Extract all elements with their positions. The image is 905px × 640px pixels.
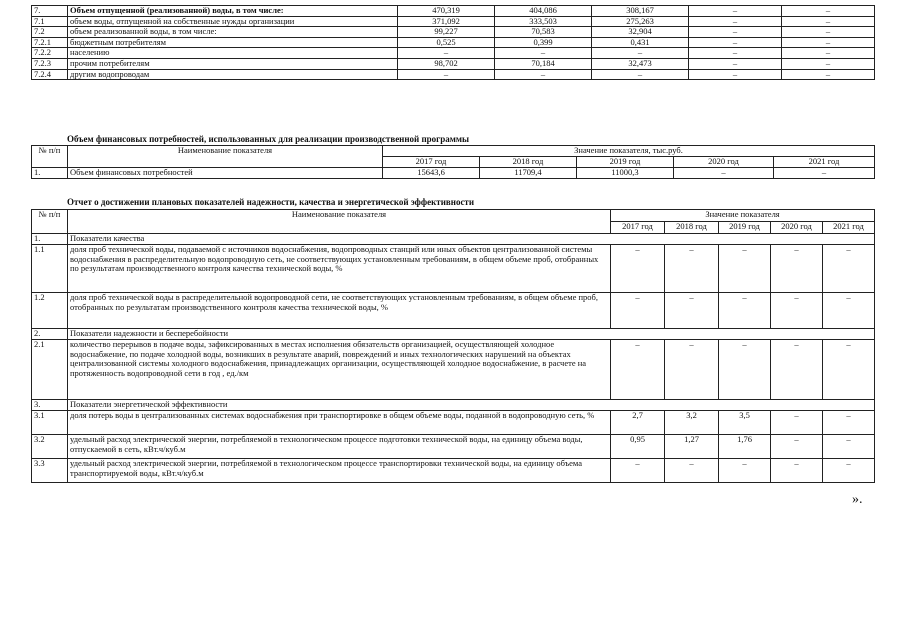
year-2017-header: 2017 год xyxy=(611,222,665,234)
table-row xyxy=(32,340,875,400)
value-2021: – xyxy=(823,293,875,329)
value-2018: – xyxy=(495,48,592,59)
value-2019: 275,263 xyxy=(592,16,689,27)
value-2020: – xyxy=(771,245,823,293)
value-2018: 333,503 xyxy=(495,16,592,27)
value-2020: – xyxy=(771,459,823,483)
group-number: 2. xyxy=(32,329,68,340)
value-2019: 32,904 xyxy=(592,27,689,38)
value-2019: – xyxy=(719,340,771,400)
table-row xyxy=(32,245,875,293)
row-name: населению xyxy=(68,48,398,59)
value-2017: 0,525 xyxy=(398,37,495,48)
col-name-header: Наименование показателя xyxy=(68,146,383,168)
row-number: 2.1 xyxy=(32,340,68,400)
value-2019: 0,431 xyxy=(592,37,689,48)
year-2018-header: 2018 год xyxy=(480,157,577,168)
value-2020: – xyxy=(689,27,782,38)
value-2020: – xyxy=(771,293,823,329)
value-2019: – xyxy=(592,48,689,59)
row-name: Объем финансовых потребностей xyxy=(68,168,383,179)
value-2019: – xyxy=(592,69,689,80)
row-name: доля потерь воды в централизованных системах водоснабжения при транспортировке в общем объеме воды, поданной в водопроводную сеть, % xyxy=(68,411,611,435)
row-name: другим водопроводам xyxy=(68,69,398,80)
value-2018: – xyxy=(665,459,719,483)
year-2020-header: 2020 год xyxy=(674,157,774,168)
row-number: 1.1 xyxy=(32,245,68,293)
value-2020: – xyxy=(771,435,823,459)
indicators-table xyxy=(31,209,875,483)
row-number: 3.1 xyxy=(32,411,68,435)
value-2017: 371,092 xyxy=(398,16,495,27)
value-2017: 470,319 xyxy=(398,6,495,17)
year-2018-header: 2018 год xyxy=(665,222,719,234)
table-row xyxy=(32,69,875,80)
value-2021: – xyxy=(823,435,875,459)
col-num-header: № п/п xyxy=(32,146,68,168)
table-row xyxy=(32,293,875,329)
header-row xyxy=(32,210,875,222)
value-2017: – xyxy=(611,459,665,483)
table-row xyxy=(32,459,875,483)
value-2020: – xyxy=(689,37,782,48)
indicators-report-heading: Отчет о достижении плановых показателей надежности, качества и энергетической эффективности xyxy=(67,197,475,207)
row-number: 7.2 xyxy=(32,27,68,38)
value-2017: – xyxy=(611,340,665,400)
col-value-header: Значение показателя, тыс.руб. xyxy=(383,146,875,157)
value-2020: – xyxy=(689,48,782,59)
value-2017: – xyxy=(398,69,495,80)
value-2018: – xyxy=(665,245,719,293)
col-num-header: № п/п xyxy=(32,210,68,234)
value-2019: – xyxy=(719,293,771,329)
row-number: 7. xyxy=(32,6,68,17)
value-2020: – xyxy=(689,16,782,27)
value-2020: – xyxy=(689,69,782,80)
row-name: доля проб технической воды, подаваемой с источников водоснабжения, водопроводных станций или иных объектов централизованной системы водоснабжения в распределительную водопроводную сеть, не соответствующих установленным требованиям, в общем объеме проб, отобранных по результатам производственного контроля качества технической воды, % xyxy=(68,245,611,293)
table-row xyxy=(32,27,875,38)
value-2019: 1,76 xyxy=(719,435,771,459)
row-name: Объем отпущенной (реализованной) воды, в том числе: xyxy=(68,6,398,17)
value-2018: 11709,4 xyxy=(480,168,577,179)
row-number: 3.3 xyxy=(32,459,68,483)
value-2021: – xyxy=(782,37,875,48)
value-2019: – xyxy=(719,459,771,483)
row-number: 3.2 xyxy=(32,435,68,459)
year-2019-header: 2019 год xyxy=(577,157,674,168)
value-2018: 404,086 xyxy=(495,6,592,17)
value-2021: – xyxy=(823,245,875,293)
value-2018: – xyxy=(665,340,719,400)
row-number: 1. xyxy=(32,168,68,179)
table-row xyxy=(32,411,875,435)
value-2020: – xyxy=(674,168,774,179)
value-2021: – xyxy=(782,27,875,38)
value-2017: 99,227 xyxy=(398,27,495,38)
table-row xyxy=(32,168,875,179)
row-number: 7.2.1 xyxy=(32,37,68,48)
group-row xyxy=(32,329,875,340)
row-number: 7.2.2 xyxy=(32,48,68,59)
value-2017: 15643,6 xyxy=(383,168,480,179)
row-name: доля проб технической воды в распределительной водопроводной сети, не соответствующих установленным требованиям, в общем объеме проб, отобранных по результатам производственного контроля качества технической воды, % xyxy=(68,293,611,329)
value-2021: – xyxy=(823,411,875,435)
table-row xyxy=(32,6,875,17)
table-row xyxy=(32,48,875,59)
value-2018: 70,184 xyxy=(495,58,592,69)
value-2021: – xyxy=(782,16,875,27)
table-row xyxy=(32,58,875,69)
year-2021-header: 2021 год xyxy=(823,222,875,234)
row-number: 1.2 xyxy=(32,293,68,329)
year-2021-header: 2021 год xyxy=(774,157,875,168)
value-2019: 308,167 xyxy=(592,6,689,17)
group-number: 3. xyxy=(32,400,68,411)
year-2019-header: 2019 год xyxy=(719,222,771,234)
table-row xyxy=(32,16,875,27)
group-title: Показатели надежности и бесперебойности xyxy=(68,329,875,340)
value-2021: – xyxy=(782,48,875,59)
row-name: удельный расход электрической энергии, потребляемой в технологическом процессе транспортировки технической воды, на единицу объема транспортируемой воды, кВт.ч/куб.м xyxy=(68,459,611,483)
value-2017: 98,702 xyxy=(398,58,495,69)
value-2017: 0,95 xyxy=(611,435,665,459)
closing-quote-mark: ». xyxy=(852,492,863,507)
row-name: прочим потребителям xyxy=(68,58,398,69)
value-2019: 3,5 xyxy=(719,411,771,435)
financial-needs-heading: Объем финансовых потребностей, использованных для реализации производственной программы xyxy=(67,134,470,144)
year-2020-header: 2020 год xyxy=(771,222,823,234)
group-title: Показатели качества xyxy=(68,234,875,245)
value-2018: – xyxy=(495,69,592,80)
value-2018: 0,399 xyxy=(495,37,592,48)
row-number: 7.1 xyxy=(32,16,68,27)
table-row xyxy=(32,435,875,459)
row-name: объем воды, отпущенной на собственные нужды организации xyxy=(68,16,398,27)
value-2019: 11000,3 xyxy=(577,168,674,179)
row-number: 7.2.3 xyxy=(32,58,68,69)
value-2021: – xyxy=(782,58,875,69)
value-2019: 32,473 xyxy=(592,58,689,69)
year-2017-header: 2017 год xyxy=(383,157,480,168)
header-row xyxy=(32,146,875,157)
value-2021: – xyxy=(782,69,875,80)
value-2017: 2,7 xyxy=(611,411,665,435)
value-2021: – xyxy=(774,168,875,179)
value-2021: – xyxy=(782,6,875,17)
value-2020: – xyxy=(689,6,782,17)
group-row xyxy=(32,234,875,245)
group-title: Показатели энергетической эффективности xyxy=(68,400,875,411)
financial-needs-table xyxy=(31,145,875,179)
value-2021: – xyxy=(823,459,875,483)
row-name: удельный расход электрической энергии, потребляемой в технологическом процессе подготовки технической воды, на единицу объема воды, отпускаемой в сеть, кВт.ч/куб.м xyxy=(68,435,611,459)
value-2019: – xyxy=(719,245,771,293)
water-volume-table xyxy=(31,5,875,80)
group-number: 1. xyxy=(32,234,68,245)
row-name: количество перерывов в подаче воды, зафиксированных в местах исполнения обязательств организацией, осуществляющей холодное водоснабжение, по подаче холодной воды, возникших в результате аварий, повреждений и иных технологических нарушений на объектах централизованной системы холодного водоснабжения, принадлежащих организации, осуществляющей холодное водоснабжение, в расчете на протяженность водопроводной сети в год , ед./км xyxy=(68,340,611,400)
table-row xyxy=(32,37,875,48)
row-name: бюджетным потребителям xyxy=(68,37,398,48)
row-number: 7.2.4 xyxy=(32,69,68,80)
value-2020: – xyxy=(771,411,823,435)
value-2020: – xyxy=(689,58,782,69)
value-2018: – xyxy=(665,293,719,329)
value-2020: – xyxy=(771,340,823,400)
value-2017: – xyxy=(611,245,665,293)
row-name: объем реализованной воды, в том числе: xyxy=(68,27,398,38)
value-2021: – xyxy=(823,340,875,400)
value-2018: 70,583 xyxy=(495,27,592,38)
value-2018: 1,27 xyxy=(665,435,719,459)
col-name-header: Наименование показателя xyxy=(68,210,611,234)
value-2017: – xyxy=(398,48,495,59)
col-value-header: Значение показателя xyxy=(611,210,875,222)
value-2018: 3,2 xyxy=(665,411,719,435)
value-2017: – xyxy=(611,293,665,329)
group-row xyxy=(32,400,875,411)
